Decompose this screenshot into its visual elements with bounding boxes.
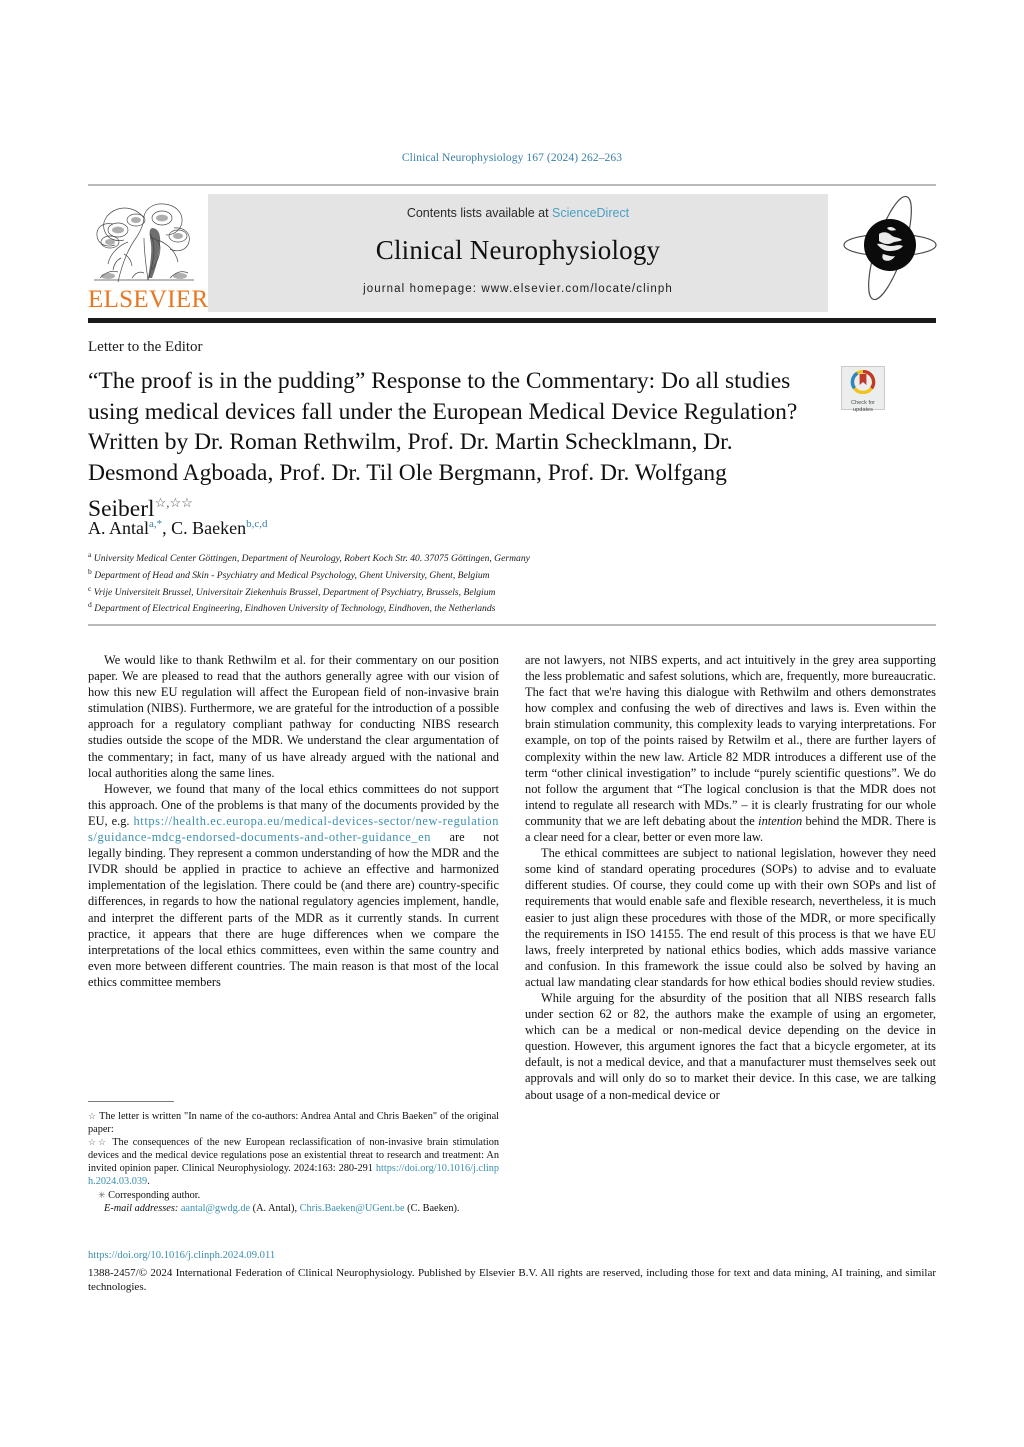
- body-column-right: [525, 652, 936, 1103]
- email-link-baeken[interactable]: Chris.Baeken@UGent.be: [299, 1202, 405, 1214]
- email-link-antal[interactable]: aantal@gwdg.de: [180, 1202, 251, 1214]
- affiliation-item: [88, 583, 828, 600]
- footnote-mark: ☆☆: [88, 1137, 108, 1148]
- copyright-statement: 1388-2457/© 2024 International Federation of Clinical Neurophysiology. Published by Elsevier B.V. All rights are reserved, including those for text and data mining, AI training, and similar technologies.: [88, 1267, 936, 1293]
- footnote-item: [88, 1202, 499, 1215]
- paragraph: While arguing for the absurdity of the position that all NIBS research falls under section 62 or 82, the authors make the example of using an ergometer, which can be a medical or non-medical device depending on the device in question. However, this argument ignores the fact that a bicycle ergometer, at its default, is not a medical device, and that a manufacturer must themselves seek out approvals and will only do so to market their device. In this case, we are talking about usage of a non-medical device or: [525, 990, 936, 1102]
- affiliation-text: University Medical Center Göttingen, Department of Neurology, Robert Koch Str. 40. 37075 Göttingen, Germany: [93, 553, 530, 565]
- paragraph-text: are not lawyers, not NIBS experts, and act intuitively in the grey area supporting the less problematic and safest solutions, which are, frequently, more bureaucratic. The fact that we're having this dialogue with Rethwilm and others demonstrates how complex and confusing the web of directives and laws is. Even within the brain stimulation community, this complexity leads to varying interpretations. For example, on top of the points raised by Retwilm et al., there are further layers of complexity within the new law. Article 82 MDR introduces a different use of the term “other clinical investigation” to include “purely scientific questions”. We do not follow the argument that “The logical conclusion is that the MDR does not intend to regulate all research with MDs.” ‒ it is clearly frustrating for our whole community that we are left debating about the: [525, 653, 936, 828]
- original-paper-doi-link[interactable]: https://doi.org/10.1016/j.clinph.2024.03.039: [88, 1163, 499, 1188]
- affiliation-list: [88, 549, 828, 616]
- page-title: [88, 366, 818, 524]
- ifcn-globe-logo: [843, 190, 938, 312]
- footnote-rule: [88, 1101, 174, 1102]
- author-name: C. Baeken: [171, 518, 247, 538]
- crossmark-icon: [849, 370, 877, 394]
- crossmark-badge[interactable]: [841, 366, 885, 414]
- affiliation-text: Vrije Universiteit Brussel, Universitair Ziekenhuis Brussel, Department of Psychiatry, Brussels, Belgium: [93, 586, 496, 598]
- body-column-left: [88, 652, 499, 990]
- journal-title: Clinical Neurophysiology: [375, 235, 661, 265]
- affiliation-mark: b: [88, 566, 92, 576]
- affiliation-mark: d: [88, 600, 92, 610]
- paragraph-text: are not legally binding. They represent a common understanding of how the MDR and the IVDR should be applied in practice to achieve an effective and harmonized implementation of the legislation. There could be (and there are) country-specific differences, in regards to how the national regulatory agencies implement, handle, and interpret the different parts of the MDR as it currently stands. In current practice, it appears that there are huge differences when we compare the interpretations of the local ethics committees, even within the same country and even more between different countries. The main reason is that most of the local ethics committee members: [88, 830, 499, 989]
- sciencedirect-link[interactable]: ScienceDirect: [552, 206, 630, 220]
- title-footnote-marks: ☆,☆☆: [154, 495, 193, 510]
- footnote-item: [88, 1189, 499, 1202]
- paragraph: The ethical committees are subject to national legislation, however they need some kind of standard operating procedures (SOPs) to advise and to evaluate different studies. Of course, they could come up with their own SOPs and list of requirements that would enable safe and flexible research, nevertheless, it is much easier to just align these procedures with those of the MDR, or more specifically the requirements in ISO 14155. The end result of this process is that we have EU laws, freely interpreted by national ethics bodies, which adds massive variance and confusion. In this framework the issue could also be solved by having an actual law mandating clear standards for how ethical bodies should review studies.: [525, 846, 936, 989]
- author-list: A. Antal$^{a,*}$, C. Baeken$^{b,c,d}$: [88, 518, 268, 538]
- footnote-text: Corresponding author.: [108, 1189, 201, 1201]
- contents-available-line: [208, 206, 828, 220]
- email-owner: (C. Baeken).: [407, 1202, 460, 1214]
- footnote-item: [88, 1110, 499, 1136]
- emphasis-text: intention: [758, 813, 803, 828]
- elsevier-tree-icon: [88, 194, 200, 289]
- paragraph-text: However, we found that many of the local ethics committees do not support this approach. One of the problems is that many of the documents provided by the EU, e.g.: [88, 781, 499, 828]
- author-name: A. Antal: [88, 518, 149, 538]
- paragraph-text: behind the MDR. There is a clear need for a clear, better or even more law.: [525, 813, 937, 845]
- email-separator: ,: [294, 1202, 298, 1214]
- footnote-text: The consequences of the new European reclassification of non-invasive brain stimulation devices and the medical device regulations pose an existential threat to research and treatment: An invited opinion paper. Clinical Neurophysiology. 2024:163: 280-291: [88, 1137, 499, 1175]
- crossmark-label-2: updates: [853, 407, 873, 414]
- corresponding-author-mark: ✳: [98, 1189, 106, 1200]
- email-owner: (A. Antal): [252, 1202, 295, 1214]
- affiliation-item: [88, 566, 828, 583]
- title-text: “The proof is in the pudding” Response to the Commentary: Do all studies using medical devices fall under the European Medical Device Regulation? Written by Dr. Roman Rethwilm, Prof. Dr. Martin Schecklmann, Dr. Desmond Agboada, Prof. Dr. Til Ole Bergmann, Prof. Dr. Wolfgang Seiberl: [88, 368, 798, 522]
- footnote-text: .: [147, 1176, 150, 1188]
- footnote-item: [88, 1136, 499, 1188]
- affiliation-mark: a: [88, 550, 92, 559]
- footnote-block: [88, 1110, 499, 1215]
- running-head: Clinical Neurophysiology 167 (2024) 262–263: [401, 152, 623, 164]
- crossmark-label-1: Check for: [851, 400, 875, 406]
- paragraph: [525, 652, 936, 845]
- header-separator-rule: [88, 624, 936, 626]
- email-label: E-mail addresses:: [104, 1202, 179, 1214]
- paragraph: We would like to thank Rethwilm et al. for their commentary on our position paper. We are pleased to read that the authors generally agree with our vision of how this new EU regulation will affect the European field of non-invasive brain stimulation (NIBS). Furthermore, we are grateful for the introduction of a possible approach for a regulatory compliant pathway for conducting NIBS research studies outside the scope of the MDR. We understand the clear argumentation of the commentary; in fact, many of us have already argued with the national and local authorities along the same lines.: [88, 653, 499, 780]
- author-affil-marks: a,*: [149, 518, 163, 530]
- masthead-bottom-rule: [88, 318, 936, 323]
- journal-masthead: [88, 184, 936, 320]
- affiliation-item: [88, 549, 828, 566]
- affiliation-mark: c: [88, 583, 92, 593]
- journal-homepage[interactable]: journal homepage: www.elsevier.com/locate/clinph: [363, 283, 673, 295]
- journal-banner: [208, 194, 828, 312]
- paragraph: [88, 781, 499, 990]
- affiliation-text: Department of Head and Skin - Psychiatry and Medical Psychology, Ghent University, Ghent, Belgium: [94, 569, 490, 581]
- footnote-text: The letter is written "In name of the co-authors: Andrea Antal and Chris Baeken" of the original paper:: [88, 1111, 499, 1136]
- elsevier-logo: [88, 194, 209, 313]
- eu-guidance-link[interactable]: https://health.ec.europa.eu/medical-devices-sector/new-regulations/guidance-mdcg-endorsed-documents-and-other-guidance_en: [88, 813, 499, 845]
- article-type-kicker: Letter to the Editor: [88, 339, 203, 355]
- globe-orbit-icon: [843, 190, 938, 312]
- affiliation-item: [88, 599, 828, 616]
- affiliation-text: Department of Electrical Engineering, Eindhoven University of Technology, Eindhoven, the Netherlands: [94, 603, 496, 615]
- contents-prefix: Contents lists available at: [406, 206, 553, 220]
- author-affil-marks: b,c,d: [246, 518, 268, 530]
- elsevier-wordmark: ELSEVIER: [88, 286, 209, 313]
- article-doi-link[interactable]: https://doi.org/10.1016/j.clinph.2024.09.011: [88, 1250, 276, 1261]
- footnote-mark: ☆: [88, 1111, 97, 1121]
